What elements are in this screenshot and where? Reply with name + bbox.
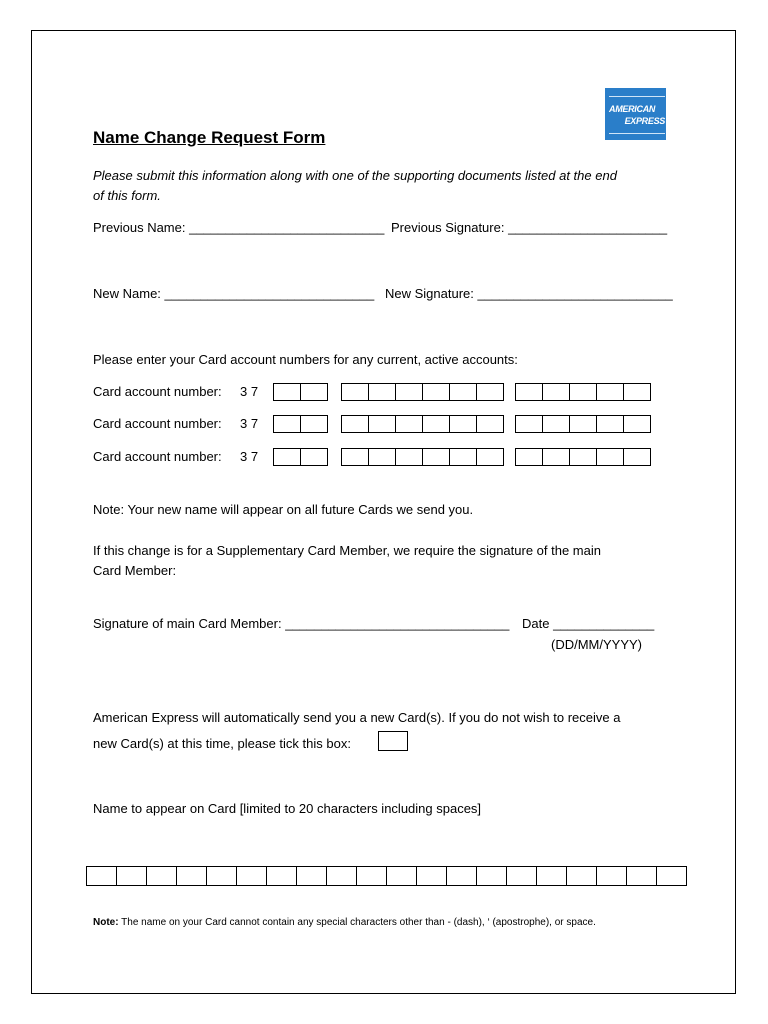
note-future-cards: Note: Your new name will appear on all future Cards we send you. [93, 502, 474, 517]
account-box-group-3[interactable] [515, 383, 650, 401]
account-box-group-3[interactable] [515, 448, 650, 466]
new-signature-field[interactable]: New Signature: ___________________________ [385, 286, 673, 301]
char-box[interactable] [656, 866, 687, 886]
digit-box[interactable] [476, 415, 504, 433]
char-box[interactable] [296, 866, 327, 886]
digit-box[interactable] [449, 383, 477, 401]
no-new-card-checkbox[interactable] [378, 731, 408, 751]
account-box-group-2[interactable] [341, 383, 503, 401]
name-on-card-label: Name to appear on Card [limited to 20 characters including spaces] [93, 801, 482, 816]
char-box[interactable] [446, 866, 477, 886]
char-box[interactable] [356, 866, 387, 886]
name-on-card-boxes[interactable] [86, 866, 686, 886]
digit-box[interactable] [368, 415, 396, 433]
digit-box[interactable] [515, 415, 543, 433]
char-box[interactable] [86, 866, 117, 886]
form-title: Name Change Request Form [93, 128, 326, 147]
digit-box[interactable] [449, 415, 477, 433]
digit-box[interactable] [623, 383, 651, 401]
digit-box[interactable] [623, 448, 651, 466]
supplementary-text-line2: Card Member: [93, 563, 177, 578]
account-box-group-1[interactable] [273, 415, 327, 433]
digit-box[interactable] [569, 415, 597, 433]
account-box-group-2[interactable] [341, 448, 503, 466]
digit-box[interactable] [569, 448, 597, 466]
accounts-prompt: Please enter your Card account numbers for any current, active accounts: [93, 352, 518, 367]
digit-box[interactable] [395, 448, 423, 466]
char-box[interactable] [626, 866, 657, 886]
digit-box[interactable] [395, 383, 423, 401]
digit-box[interactable] [341, 448, 369, 466]
account-box-group-3[interactable] [515, 415, 650, 433]
new-name-field[interactable]: New Name: _____________________________ [93, 286, 375, 301]
account-prefix: 3 7 [240, 416, 259, 431]
new-card-text-line1: American Express will automatically send you a new Card(s). If you do not wish to receive a [93, 710, 621, 725]
logo-text-line1: AMERICAN [609, 104, 656, 114]
account-box-group-1[interactable] [273, 448, 327, 466]
char-box[interactable] [206, 866, 237, 886]
digit-box[interactable] [300, 415, 328, 433]
digit-box[interactable] [273, 448, 301, 466]
footer-note-text: The name on your Card cannot contain any special characters other than - (dash), ‘ (apostrophe), or space. [118, 917, 596, 928]
logo-border [609, 96, 665, 134]
digit-box[interactable] [273, 383, 301, 401]
char-box[interactable] [236, 866, 267, 886]
digit-box[interactable] [542, 448, 570, 466]
account-prefix: 3 7 [240, 384, 259, 399]
char-box[interactable] [266, 866, 297, 886]
previous-signature-field[interactable]: Previous Signature: ______________________ [391, 220, 668, 235]
account-number-label: Card account number: [93, 449, 222, 464]
char-box[interactable] [566, 866, 597, 886]
digit-box[interactable] [300, 383, 328, 401]
digit-box[interactable] [273, 415, 301, 433]
digit-box[interactable] [368, 383, 396, 401]
digit-box[interactable] [542, 383, 570, 401]
footer-note [93, 916, 596, 930]
char-box[interactable] [416, 866, 447, 886]
digit-box[interactable] [596, 415, 624, 433]
digit-box[interactable] [422, 448, 450, 466]
main-card-member-signature-field[interactable]: Signature of main Card Member: _______________________________ [93, 616, 510, 631]
intro-text-line2: of this form. [93, 188, 161, 203]
logo-text-line2: EXPRESS [624, 116, 665, 126]
new-card-text-line2: new Card(s) at this time, please tick this box: [93, 736, 351, 751]
account-box-group-2[interactable] [341, 415, 503, 433]
account-number-label: Card account number: [93, 384, 222, 399]
char-box[interactable] [596, 866, 627, 886]
digit-box[interactable] [449, 448, 477, 466]
char-box[interactable] [506, 866, 537, 886]
digit-box[interactable] [515, 383, 543, 401]
digit-box[interactable] [422, 415, 450, 433]
char-box[interactable] [536, 866, 567, 886]
account-box-group-1[interactable] [273, 383, 327, 401]
char-box[interactable] [326, 866, 357, 886]
digit-box[interactable] [476, 383, 504, 401]
digit-box[interactable] [422, 383, 450, 401]
account-number-label: Card account number: [93, 416, 222, 431]
american-express-logo [605, 88, 666, 140]
digit-box[interactable] [569, 383, 597, 401]
date-field[interactable]: Date ______________ [522, 616, 655, 631]
digit-box[interactable] [542, 415, 570, 433]
digit-box[interactable] [515, 448, 543, 466]
supplementary-text-line1: If this change is for a Supplementary Card Member, we require the signature of the main [93, 543, 601, 558]
digit-box[interactable] [596, 383, 624, 401]
previous-name-field[interactable]: Previous Name: ___________________________ [93, 220, 385, 235]
footer-note-label: Note: [93, 917, 119, 928]
digit-box[interactable] [368, 448, 396, 466]
char-box[interactable] [146, 866, 177, 886]
digit-box[interactable] [395, 415, 423, 433]
date-format-hint: (DD/MM/YYYY) [551, 637, 642, 652]
char-box[interactable] [176, 866, 207, 886]
digit-box[interactable] [300, 448, 328, 466]
digit-box[interactable] [341, 383, 369, 401]
digit-box[interactable] [623, 415, 651, 433]
char-box[interactable] [116, 866, 147, 886]
digit-box[interactable] [596, 448, 624, 466]
digit-box[interactable] [476, 448, 504, 466]
account-prefix: 3 7 [240, 449, 259, 464]
char-box[interactable] [476, 866, 507, 886]
digit-box[interactable] [341, 415, 369, 433]
char-box[interactable] [386, 866, 417, 886]
intro-text-line1: Please submit this information along with one of the supporting documents listed at the end [93, 168, 617, 183]
